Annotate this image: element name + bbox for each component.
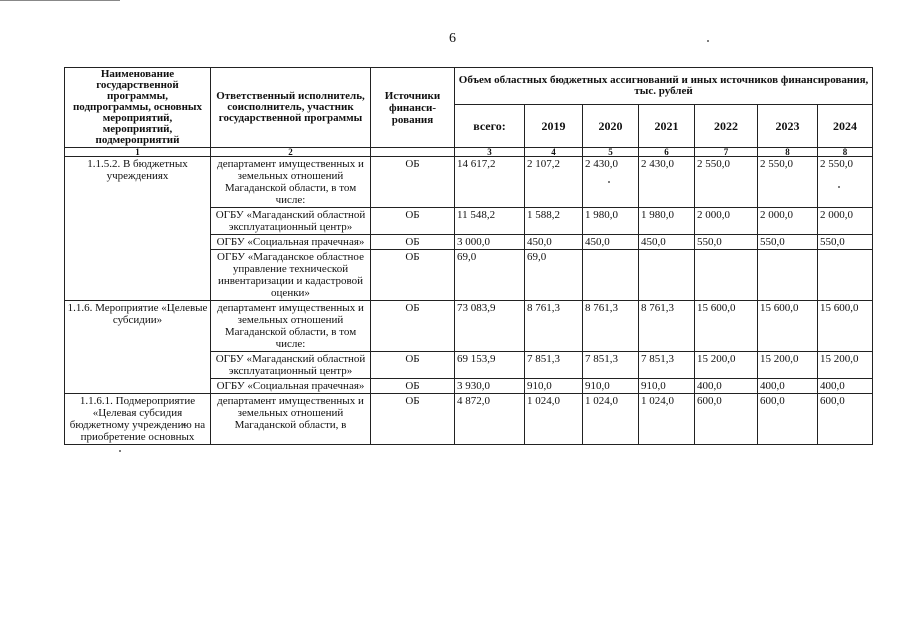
column-number: [371, 148, 455, 157]
source-cell: ОБ: [371, 301, 455, 352]
row-name-cell: 1.1.6.1. Подмероприятие «Целевая субсидия бюджетному учреждению на приобретение основных: [65, 394, 211, 445]
header-year: 2024: [818, 105, 873, 148]
row-name-cell: 1.1.5.2. В бюджетных учреждениях: [65, 157, 211, 301]
header-volume: Объем областных бюджетных ассигнований и иных источников финансирования, тыс. рублей: [455, 68, 873, 105]
year-value-cell: 450,0: [639, 235, 695, 250]
year-value-cell: 15 600,0: [695, 301, 758, 352]
responsible-cell: департамент имущественных и земельных отношений Магаданской области, в том числе:: [211, 301, 371, 352]
table-row: [65, 301, 873, 352]
year-value-cell: 15 200,0: [818, 352, 873, 379]
year-value-cell: 2 550,0: [758, 157, 818, 208]
responsible-cell: ОГБУ «Магаданский областной эксплуатационный центр»: [211, 352, 371, 379]
column-number: 8: [818, 148, 873, 157]
year-value-cell: 8 761,3: [525, 301, 583, 352]
column-number: 3: [455, 148, 525, 157]
column-number: 7: [695, 148, 758, 157]
responsible-cell: департамент имущественных и земельных отношений Магаданской области, в том числе:: [211, 157, 371, 208]
header-source: Источники финанси-рования: [371, 68, 455, 148]
source-cell: ОБ: [371, 352, 455, 379]
year-value-cell: 7 851,3: [525, 352, 583, 379]
year-value-cell: 2 107,2: [525, 157, 583, 208]
year-value-cell: 15 600,0: [818, 301, 873, 352]
year-value-cell: 8 761,3: [639, 301, 695, 352]
year-value-cell: 400,0: [818, 379, 873, 394]
header-year: 2020: [583, 105, 639, 148]
total-value-cell: 69 153,9: [455, 352, 525, 379]
year-value-cell: 600,0: [695, 394, 758, 445]
year-value-cell: 7 851,3: [639, 352, 695, 379]
page-number: 6: [449, 31, 456, 46]
total-value-cell: 4 872,0: [455, 394, 525, 445]
total-value-cell: 3 930,0: [455, 379, 525, 394]
budget-table: [64, 67, 873, 445]
source-cell: ОБ: [371, 208, 455, 235]
column-number: 8: [758, 148, 818, 157]
total-value-cell: 3 000,0: [455, 235, 525, 250]
source-cell: ОБ: [371, 235, 455, 250]
header-total: всего:: [455, 105, 525, 148]
year-value-cell: 8 761,3: [583, 301, 639, 352]
year-value-cell: [583, 250, 639, 301]
year-value-cell: 400,0: [758, 379, 818, 394]
header-name: Наименование государственной программы, подпрограммы, основных мероприятий, мероприятий, подмероприятий: [65, 68, 211, 148]
header-responsible: Ответственный исполнитель, соисполнитель, участник государственной программы: [211, 68, 371, 148]
column-numbers-row: [65, 148, 873, 157]
responsible-cell: департамент имущественных и земельных отношений Магаданской области, в: [211, 394, 371, 445]
year-value-cell: [695, 250, 758, 301]
table-row: [65, 157, 873, 208]
year-value-cell: 910,0: [525, 379, 583, 394]
source-cell: ОБ: [371, 157, 455, 208]
year-value-cell: 550,0: [818, 235, 873, 250]
year-value-cell: 2 000,0: [818, 208, 873, 235]
header-year: 2019: [525, 105, 583, 148]
responsible-cell: ОГБУ «Магаданское областное управление технической инвентаризации и кадастровой оценки»: [211, 250, 371, 301]
responsible-cell: ОГБУ «Социальная прачечная»: [211, 235, 371, 250]
column-number: 1: [65, 148, 211, 157]
year-value-cell: 450,0: [583, 235, 639, 250]
year-value-cell: 550,0: [695, 235, 758, 250]
row-name-cell: 1.1.6. Мероприятие «Целевые субсидии»: [65, 301, 211, 394]
year-value-cell: 7 851,3: [583, 352, 639, 379]
year-value-cell: 1 024,0: [583, 394, 639, 445]
table-row: [65, 394, 873, 445]
year-value-cell: 910,0: [583, 379, 639, 394]
responsible-cell: ОГБУ «Магаданский областной эксплуатационный центр»: [211, 208, 371, 235]
year-value-cell: 1 980,0: [583, 208, 639, 235]
year-value-cell: 2 430,0: [639, 157, 695, 208]
year-value-cell: [758, 250, 818, 301]
year-value-cell: 1 588,2: [525, 208, 583, 235]
year-value-cell: 1 980,0: [639, 208, 695, 235]
total-value-cell: 11 548,2: [455, 208, 525, 235]
responsible-cell: ОГБУ «Социальная прачечная»: [211, 379, 371, 394]
column-number: 4: [525, 148, 583, 157]
year-value-cell: 600,0: [818, 394, 873, 445]
source-cell: ОБ: [371, 250, 455, 301]
year-value-cell: 2 550,0: [818, 157, 873, 208]
year-value-cell: 910,0: [639, 379, 695, 394]
header-year: 2021: [639, 105, 695, 148]
column-number: 2: [211, 148, 371, 157]
year-value-cell: 2 430,0: [583, 157, 639, 208]
year-value-cell: 450,0: [525, 235, 583, 250]
year-value-cell: 69,0: [525, 250, 583, 301]
year-value-cell: 2 550,0: [695, 157, 758, 208]
total-value-cell: 69,0: [455, 250, 525, 301]
year-value-cell: 1 024,0: [639, 394, 695, 445]
total-value-cell: 73 083,9: [455, 301, 525, 352]
year-value-cell: 2 000,0: [758, 208, 818, 235]
year-value-cell: 400,0: [695, 379, 758, 394]
source-cell: ОБ: [371, 379, 455, 394]
year-value-cell: [639, 250, 695, 301]
column-number: 5: [583, 148, 639, 157]
scan-speck: [119, 450, 121, 452]
scan-edge-mark: [0, 0, 120, 1]
header-year: 2022: [695, 105, 758, 148]
year-value-cell: 15 200,0: [758, 352, 818, 379]
year-value-cell: 1 024,0: [525, 394, 583, 445]
year-value-cell: 15 200,0: [695, 352, 758, 379]
total-value-cell: 14 617,2: [455, 157, 525, 208]
year-value-cell: 550,0: [758, 235, 818, 250]
header-year: 2023: [758, 105, 818, 148]
year-value-cell: 15 600,0: [758, 301, 818, 352]
year-value-cell: [818, 250, 873, 301]
year-value-cell: 600,0: [758, 394, 818, 445]
year-value-cell: 2 000,0: [695, 208, 758, 235]
column-number: 6: [639, 148, 695, 157]
source-cell: ОБ: [371, 394, 455, 445]
